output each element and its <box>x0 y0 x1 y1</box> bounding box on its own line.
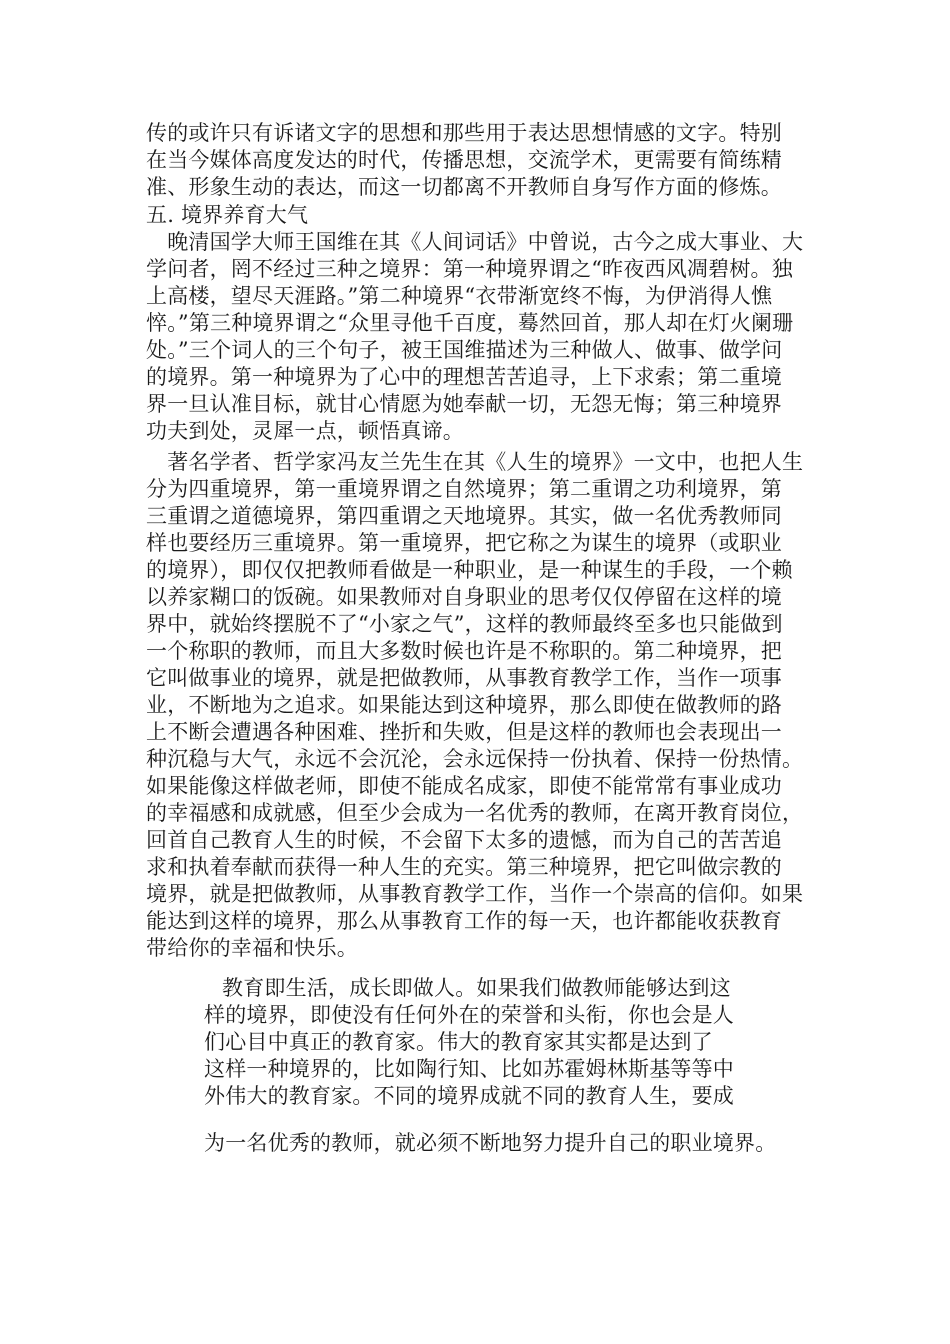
text-line: 晚清国学大师王国维在其《人间词话》中曾说，古今之成大事业、大 <box>146 230 804 254</box>
text-line: 悴。”第三种境界谓之“众里寻他千百度，蓦然回首，那人却在灯火阑珊 <box>146 311 794 335</box>
text-line: 上高楼，望尽天涯路。”第二种境界“衣带渐宽终不悔，为伊消得人憔 <box>146 284 773 308</box>
text-line: 这样一种境界的，比如陶行知、比如苏霍姆林斯基等等中 <box>204 1057 734 1081</box>
text-line: 它叫做事业的境界，就是把做教师，从事教育教学工作，当作一项事 <box>146 666 782 690</box>
text-line: 境界，就是把做教师，从事教育教学工作，当作一个崇高的信仰。如果 <box>146 882 804 906</box>
text-line: 学问者，罔不经过三种之境界：第一种境界谓之“昨夜西风凋碧树。独 <box>146 257 793 281</box>
text-line: 求和执着奉献而获得一种人生的充实。第三种境界，把它叫做宗教的 <box>146 855 782 879</box>
text-line: 处。”三个词人的三个句子，被王国维描述为三种做人、做事、做学问 <box>146 338 783 362</box>
text-line: 能达到这样的境界，那么从事教育工作的每一天，也许都能收获教育 <box>146 909 782 933</box>
text-line: 准、形象生动的表达，而这一切都离不开教师自身写作方面的修炼。 <box>146 175 782 199</box>
text-line: 的境界），即仅仅把教师看做是一种职业，是一种谋生的手段，一个赖 <box>146 558 793 582</box>
text-line: 教育即生活，成长即做人。如果我们做教师能够达到这 <box>222 976 731 1000</box>
text-line: 上不断会遭遇各种困难、挫折和失败，但是这样的教师也会表现出一 <box>146 720 782 744</box>
text-line: 业，不断地为之追求。如果能达到这种境界，那么即使在做教师的路 <box>146 693 782 717</box>
section-heading: 五. 境界养育大气 <box>146 203 309 227</box>
text-line: 如果能像这样做老师，即使不能成名成家，即使不能常常有事业成功 <box>146 774 782 798</box>
text-line: 界中，就始终摆脱不了“小家之气”，这样的教师最终至多也只能做到 <box>146 612 783 636</box>
text-line: 以养家糊口的饭碗。如果教师对自身职业的思考仅仅停留在这样的境 <box>146 585 782 609</box>
text-line: 样的境界，即使没有任何外在的荣誉和头衔，你也会是人 <box>204 1003 734 1027</box>
text-line: 样也要经历三重境界。第一重境界，把它称之为谋生的境界（或职业 <box>146 531 782 555</box>
text-line: 的幸福感和成就感，但至少会成为一名优秀的教师，在离开教育岗位， <box>146 801 804 825</box>
text-line: 功夫到处，灵犀一点，顿悟真谛。 <box>146 419 464 443</box>
text-line: 传的或许只有诉诸文字的思想和那些用于表达思想情感的文字。特别 <box>146 121 782 145</box>
text-line: 种沉稳与大气，永远不会沉沦，会永远保持一份执着、保持一份热情。 <box>146 747 804 771</box>
text-line: 们心目中真正的教育家。伟大的教育家其实都是达到了 <box>204 1030 713 1054</box>
text-line: 在当今媒体高度发达的时代，传播思想，交流学术，更需要有简练精 <box>146 148 782 172</box>
text-line: 为一名优秀的教师，就必须不断地努力提升自己的职业境界。 <box>204 1131 777 1155</box>
text-line: 外伟大的教育家。不同的境界成就不同的教育人生，要成 <box>204 1084 734 1108</box>
text-line: 回首自己教育人生的时候，不会留下太多的遗憾，而为自己的苦苦追 <box>146 828 782 852</box>
text-line: 带给你的幸福和快乐。 <box>146 936 358 960</box>
text-line: 一个称职的教师，而且大多数时候也许是不称职的。第二种境界，把 <box>146 639 782 663</box>
text-line: 的境界。第一种境界为了心中的理想苦苦追寻，上下求索；第二重境 <box>146 365 782 389</box>
text-line: 分为四重境界，第一重境界谓之自然境界；第二重谓之功利境界，第 <box>146 477 782 501</box>
text-line: 界一旦认准目标，就甘心情愿为她奉献一切，无怨无悔；第三种境界 <box>146 392 782 416</box>
text-line: 三重谓之道德境界，第四重谓之天地境界。其实，做一名优秀教师同 <box>146 504 782 528</box>
text-line: 著名学者、哲学家冯友兰先生在其《人生的境界》一文中，也把人生 <box>146 450 804 474</box>
